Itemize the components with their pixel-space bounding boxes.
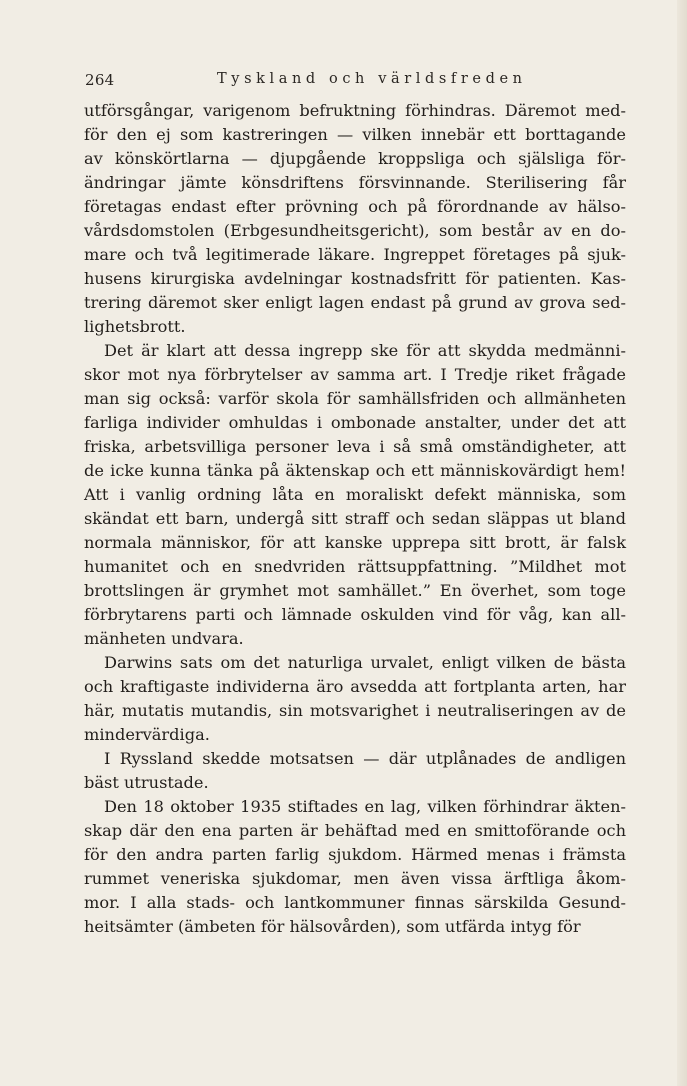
text-line: I Ryssland skedde motsatsen — där utplånades de andligen [104,749,626,768]
text-line: bäst utrustade. [84,773,209,792]
text-line: här, mutatis mutandis, sin motsvarighet i neutraliseringen av de [84,701,626,720]
text-line: av könskörtlarna — djupgående kroppsliga och själsliga för- [84,149,626,168]
text-line: trering däremot sker enligt lagen endast på grund av grova sed- [84,293,626,312]
text-line: lighetsbrott. [84,317,186,336]
text-line: utförsgångar, varigenom befruktning förhindras. Däremot med- [84,101,626,120]
text-line: normala människor, för att kanske upprepa sitt brott, är falsk [84,533,626,552]
text-line: förbrytarens parti och lämnade oskulden vind för våg, kan all- [84,605,626,624]
text-line: brottslingen är grymhet mot samhället.” En överhet, som toge [84,581,626,600]
text-line: man sig också: varför skola för samhällsfriden och allmänheten [84,389,626,408]
text-line: skändat ett barn, undergå sitt straff och sedan släppas ut bland [84,509,626,528]
text-line: för den andra parten farlig sjukdom. Härmed menas i främsta [84,845,626,864]
text-line: farliga individer omhuldas i ombonade anstalter, under det att [84,413,626,432]
paragraph [84,99,626,339]
page-number: 264 [85,71,115,89]
running-title: Tyskland och världsfreden [217,71,527,87]
text-line: Den 18 oktober 1935 stiftades en lag, vilken förhindrar äkten- [104,797,626,816]
text-line: vårdsdomstolen (Erbgesundheitsgericht), som består av en do- [84,221,626,240]
body-text [84,99,626,939]
text-line: husens kirurgiska avdelningar kostnadsfritt för patienten. Kas- [84,269,626,288]
text-line: Att i vanlig ordning låta en moraliskt defekt människa, som [84,485,626,504]
page-header [85,71,625,93]
text-line: Darwins sats om det naturliga urvalet, enligt vilken de bästa [104,653,626,672]
text-line: humanitet och en snedvriden rättsuppfattning. ”Mildhet mot [84,557,626,576]
text-line: skap där den ena parten är behäftad med en smittoförande och [84,821,626,840]
page-edge [677,0,687,1086]
text-line: friska, arbetsvilliga personer leva i så små omständigheter, att [84,437,626,456]
text-line: rummet veneriska sjukdomar, men även vissa ärftliga åkom- [84,869,626,888]
text-line: heitsämter (ämbeten för hälsovården), som utfärda intyg för [84,917,581,936]
paragraph [84,339,626,651]
text-line: och kraftigaste individerna äro avsedda att fortplanta arten, har [84,677,626,696]
text-line: skor mot nya förbrytelser av samma art. I Tredje riket frågade [84,365,626,384]
text-line: för den ej som kastreringen — vilken innebär ett borttagande [84,125,626,144]
paragraph [84,651,626,747]
text-line: ändringar jämte könsdriftens försvinnande. Sterilisering får [84,173,626,192]
text-line: de icke kunna tänka på äktenskap och ett människovärdigt hem! [84,461,626,480]
paragraph [84,795,626,939]
text-line: Det är klart att dessa ingrepp ske för att skydda medmänni- [104,341,626,360]
text-line: mindervärdiga. [84,725,210,744]
paragraph [84,747,626,795]
text-line: mare och två legitimerade läkare. Ingreppet företages på sjuk- [84,245,626,264]
text-line: mor. I alla stads- och lantkommuner finnas särskilda Gesund- [84,893,626,912]
text-line: företagas endast efter prövning och på förordnande av hälso- [84,197,626,216]
text-line: mänheten undvara. [84,629,244,648]
